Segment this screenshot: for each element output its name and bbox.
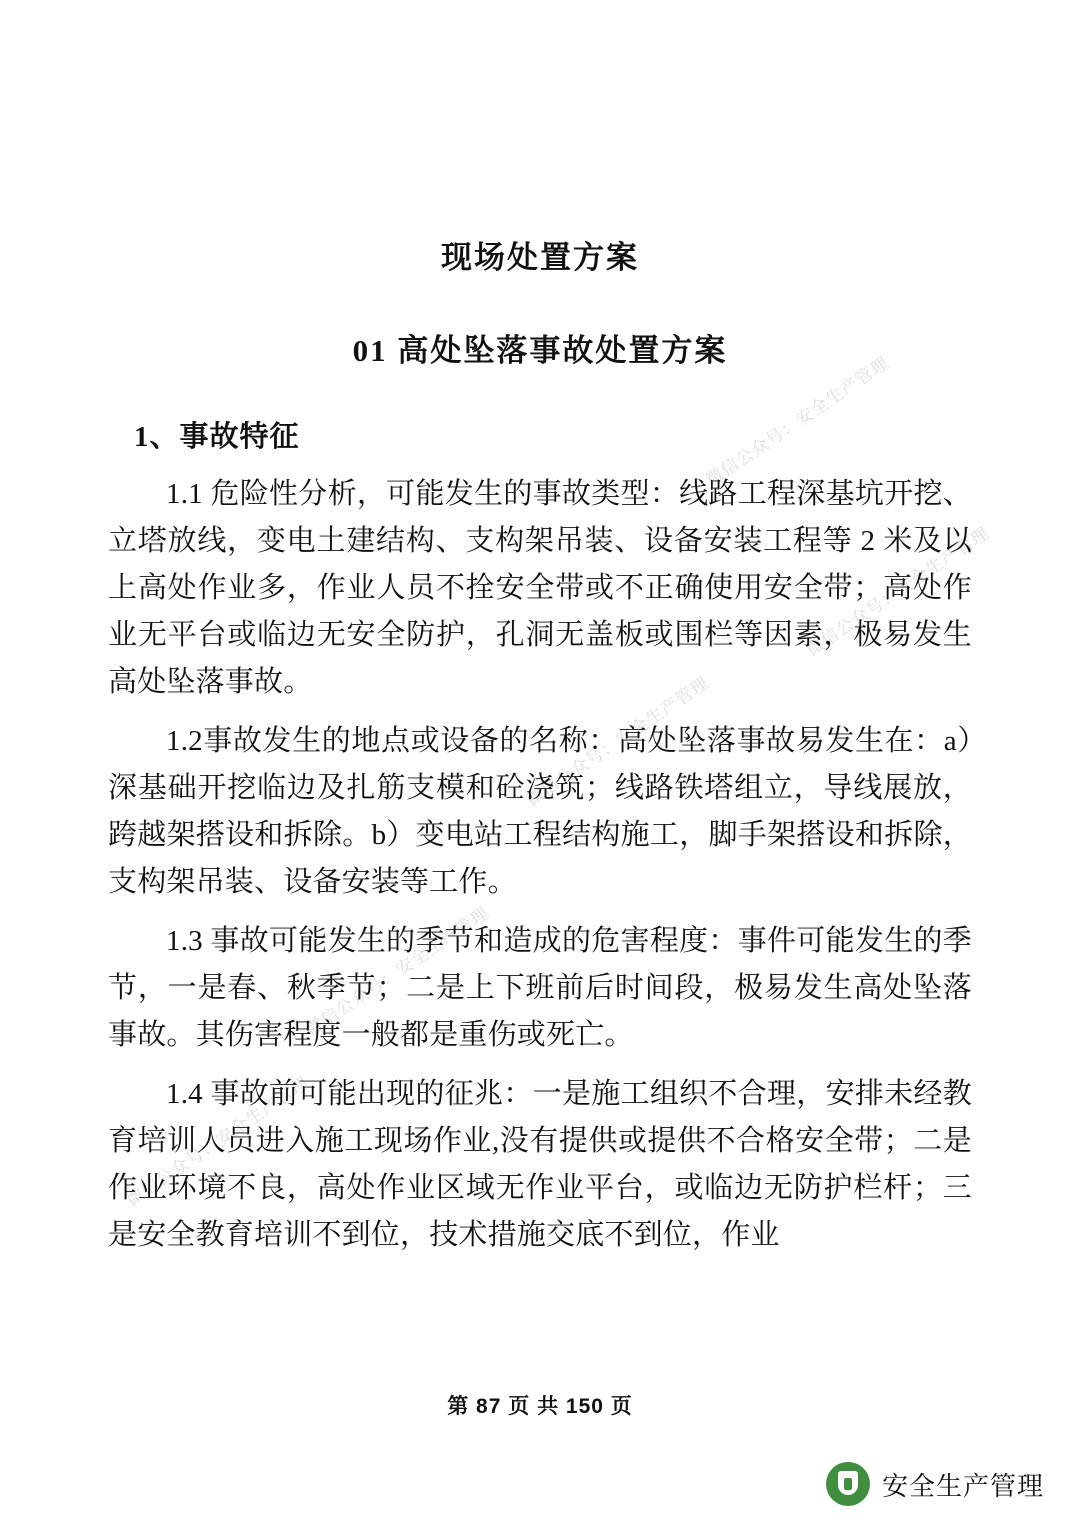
page-footer: 第 87 页 共 150 页 [447, 1395, 633, 1418]
watermark-text: 微信公众号：安全生产管理 [302, 903, 493, 1040]
paragraph: 1.3 事故可能发生的季节和造成的危害程度：事件可能发生的季节，一是春、秋季节；二是上下班前后时间段，极易发生高处坠落事故。其伤害程度一般都是重伤或死亡。 [108, 924, 972, 1051]
page-title: 现场处置方案 [441, 240, 639, 275]
watermark-text: 微信公众号：安全生产管理 [122, 1073, 313, 1210]
watermark-text: 微信公众号：安全生产管理 [522, 673, 713, 810]
paragraph: 1.1 危险性分析，可能发生的事故类型：线路工程深基坑开挖、立塔放线，变电土建结构、支构架吊装、设备安装工程等 2 米及以上高处作业多，作业人员不拴安全带或不正确使用安全带；高处作业无平台或临边无安全防护，孔洞无盖板或围栏等因素，极易发生高处坠落事故。 [108, 478, 972, 698]
document-subtitle: 01 高处坠落事故处置方案 [352, 333, 728, 368]
brand-name: 安全生产管理 [881, 1470, 1044, 1501]
section-heading: 1、事故特征 [134, 421, 300, 453]
paragraph: 1.2事故发生的地点或设备的名称：高处坠落事故易发生在：a）深基础开挖临边及扎筋支模和砼浇筑；线路铁塔组立，导线展放，跨越架搭设和拆除。b）变电站工程结构施工，脚手架搭设和拆除，支构架吊装、设备安装等工作。 [108, 724, 972, 898]
watermark-text: 微信公众号：安全生产管理 [802, 523, 993, 660]
shield-icon [826, 1462, 870, 1506]
brand-badge [826, 1462, 1044, 1506]
paragraph: 1.4 事故前可能出现的征兆：一是施工组织不合理，安排未经教育培训人员进入施工现场作业,没有提供或提供不合格安全带；二是作业环境不良，高处作业区域无作业平台，或临边无防护栏杆；三是安全教育培训不到位，技术措施交底不到位，作业 [108, 1077, 972, 1251]
watermark-text: 微信公众号：安全生产管理 [702, 353, 893, 490]
